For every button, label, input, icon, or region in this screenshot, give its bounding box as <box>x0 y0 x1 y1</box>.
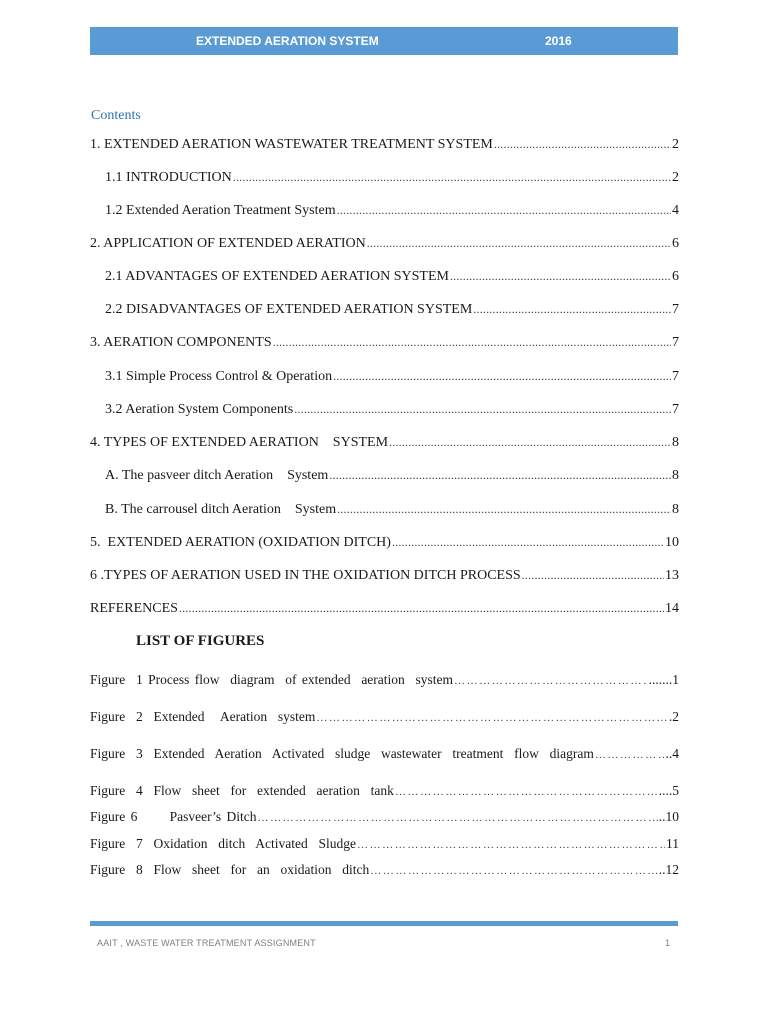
toc-entry[interactable] <box>0 299 679 319</box>
figure-leader <box>454 671 648 691</box>
toc-leader <box>233 167 671 187</box>
toc-entry-title: A. The pasveer ditch Aeration System <box>105 468 329 483</box>
figure-entry-title: Figure 7 Oxidation ditch Activated Sludge <box>90 836 356 851</box>
figure-entry-title: Figure 6 Pasveer’s Ditch <box>90 809 257 824</box>
toc-entry[interactable] <box>0 499 679 519</box>
toc-entry[interactable] <box>0 598 679 618</box>
figure-entry-page: .......1 <box>648 672 679 687</box>
toc-leader <box>337 200 671 220</box>
figure-entry-page: ..10 <box>658 809 679 824</box>
toc-entry-page: 2 <box>672 170 679 185</box>
toc-leader <box>179 598 664 618</box>
toc-entry[interactable] <box>0 532 679 552</box>
figure-entry-title: Figure 1 Process flow diagram of extended aeration system <box>90 672 454 687</box>
toc-leader <box>333 366 671 386</box>
figure-leader <box>316 708 668 728</box>
toc-entry[interactable] <box>0 432 679 452</box>
toc-entry-page: 7 <box>672 369 679 384</box>
toc-entry[interactable] <box>0 233 679 253</box>
figure-entry[interactable] <box>90 707 679 727</box>
figure-leader <box>357 835 665 855</box>
toc-leader <box>450 266 671 286</box>
toc-leader <box>522 565 664 585</box>
toc-leader <box>389 432 671 452</box>
toc-entry-page: 13 <box>665 568 679 583</box>
figure-entry-title: Figure 3 Extended Aeration Activated sludge wastewater treatment flow diagram <box>90 746 594 761</box>
figure-entry[interactable] <box>90 781 679 801</box>
toc-entry[interactable] <box>0 134 679 154</box>
footer-text: AAIT , WASTE WATER TREATMENT ASSIGNMENT <box>97 938 316 948</box>
toc-entry-title: 3.2 Aeration System Components <box>105 402 294 417</box>
toc-entry-title: REFERENCES <box>90 601 178 616</box>
toc-entry-page: 14 <box>665 601 679 616</box>
toc-leader <box>473 299 671 319</box>
contents-heading: Contents <box>91 108 141 123</box>
figure-leader <box>595 745 665 765</box>
page-header <box>90 27 678 55</box>
toc-leader <box>392 532 664 552</box>
toc-entry-title: 2.2 DISADVANTAGES OF EXTENDED AERATION SYSTEM <box>105 302 473 317</box>
figure-entry-title: Figure 4 Flow sheet for extended aeration tank <box>90 783 394 798</box>
toc-leader <box>329 465 671 485</box>
footer-page-number: 1 <box>665 938 671 948</box>
toc-entry-title: 3. AERATION COMPONENTS <box>90 335 272 350</box>
figure-entry[interactable] <box>90 860 679 880</box>
figure-entry-page: ..12 <box>658 862 679 877</box>
footer-divider <box>90 921 678 926</box>
toc-entry-title: 2.1 ADVANTAGES OF EXTENDED AERATION SYSTEM <box>105 269 449 284</box>
toc-entry[interactable] <box>0 200 679 220</box>
toc-leader <box>294 399 671 419</box>
figure-entry-page: ..4 <box>665 746 679 761</box>
toc-entry-page: 8 <box>672 502 679 517</box>
toc-entry-title: 1.2 Extended Aeration Treatment System <box>105 203 336 218</box>
figure-entry[interactable] <box>90 807 679 827</box>
toc-entry[interactable] <box>0 332 679 352</box>
toc-entry[interactable] <box>0 167 679 187</box>
toc-entry-title: 1. EXTENDED AERATION WASTEWATER TREATMENT SYSTEM <box>90 137 493 152</box>
figure-entry-page: ....5 <box>658 783 679 798</box>
toc-entry-title: B. The carrousel ditch Aeration System <box>105 502 337 517</box>
toc-leader <box>337 499 671 519</box>
list-of-figures-heading: LIST OF FIGURES <box>136 633 265 649</box>
toc-entry[interactable] <box>0 266 679 286</box>
toc-entry-page: 7 <box>672 335 679 350</box>
toc-entry-page: 8 <box>672 435 679 450</box>
toc-leader <box>367 233 671 253</box>
toc-leader <box>273 332 671 352</box>
toc-entry-title: 4. TYPES OF EXTENDED AERATION SYSTEM <box>90 435 389 450</box>
toc-entry-page: 8 <box>672 468 679 483</box>
toc-entry-page: 2 <box>672 137 679 152</box>
toc-entry-title: 2. APPLICATION OF EXTENDED AERATION <box>90 236 366 251</box>
figure-entry-title: Figure 8 Flow sheet for an oxidation ditch <box>90 862 370 877</box>
toc-entry[interactable] <box>0 366 679 386</box>
toc-entry[interactable] <box>0 565 679 585</box>
figure-entry-page: 11 <box>666 836 679 851</box>
figure-leader <box>395 782 658 802</box>
figure-entry[interactable] <box>90 834 679 854</box>
toc-entry-title: 1.1 INTRODUCTION <box>105 170 232 185</box>
figure-entry-title: Figure 2 Extended Aeration system <box>90 709 316 724</box>
figure-entry-page: .2 <box>668 709 679 724</box>
toc-entry-title: 6 .TYPES OF AERATION USED IN THE OXIDATION DITCH PROCESS <box>90 568 521 583</box>
figure-entry[interactable] <box>90 744 679 764</box>
figure-entry[interactable] <box>90 670 679 690</box>
header-year: 2016 <box>545 34 572 48</box>
toc-entry-page: 10 <box>665 535 679 550</box>
toc-entry-page: 6 <box>672 236 679 251</box>
toc-entry-page: 4 <box>672 203 679 218</box>
toc-entry-page: 7 <box>672 402 679 417</box>
toc-entry[interactable] <box>0 465 679 485</box>
toc-entry-page: 7 <box>672 302 679 317</box>
figure-leader <box>257 808 657 828</box>
toc-entry-title: 3.1 Simple Process Control & Operation <box>105 369 333 384</box>
header-title: EXTENDED AERATION SYSTEM <box>196 34 379 48</box>
toc-leader <box>494 134 671 154</box>
toc-entry-title: 5. EXTENDED AERATION (OXIDATION DITCH) <box>90 535 391 550</box>
toc-entry-page: 6 <box>672 269 679 284</box>
toc-entry[interactable] <box>0 399 679 419</box>
figure-leader <box>370 861 658 881</box>
